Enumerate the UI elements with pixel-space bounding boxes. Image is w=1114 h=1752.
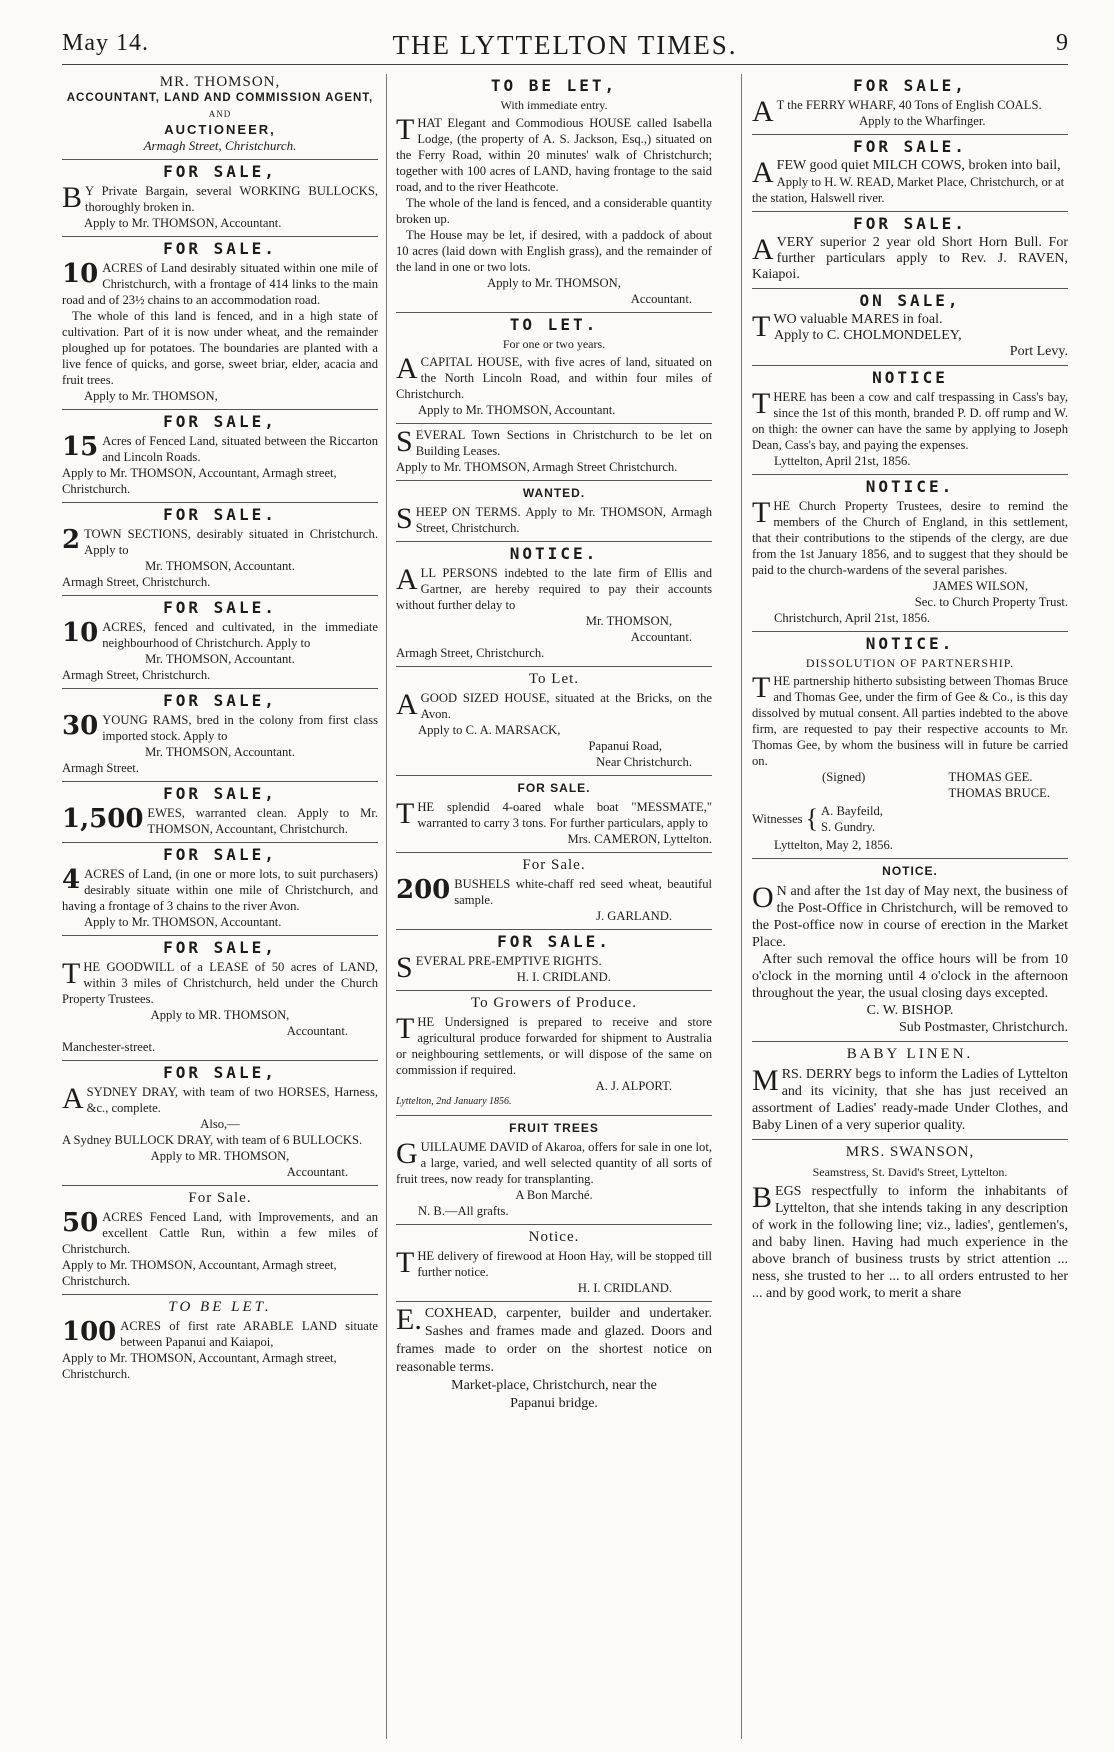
ad-apply: Apply to Mr. THOMSON, Accountant, Armagh street, Christchurch. [62,1351,337,1381]
ad-heading: FOR SALE. [517,781,591,795]
ad-heading: NOTICE. [882,864,938,878]
ad-line: Papanui Road, [588,739,662,753]
ad-body-2: The whole of the land is fenced, and a considerable quantity broken up. [396,196,712,226]
ad-notice-trespass [752,370,1068,475]
ad-body: TOWN SECTIONS, desirably situated in Christchurch. Apply to [84,527,378,557]
ad-body: ON and after the 1st day of May next, the business of the Post-Office in Christchurch, will be removed to the Post-office now in course of erection in the Market Place. [752,881,1068,950]
ad-line: Accountant. [630,292,692,306]
ad-body: SEVERAL Town Sections in Christchurch to be let on Building Leases. [396,425,712,458]
ad-body: THE Undersigned is prepared to receive and store agricultural produce forwarded for shipment to Australia or neighbouring settlements, or will dispose of the same on commission if required. [396,1012,712,1077]
ad-body: Acres of Fenced Land, situated between the Riccarton and Lincoln Roads. [102,434,378,464]
ad-line: Sub Postmaster, Christchurch. [899,1020,1068,1035]
ad-young-rams [62,693,378,782]
ad-body-2: The whole of this land is fenced, and in a high state of cultivation. Part of it is now under wheat, and the remainder ploughed up for potatoes. The boundaries are planted with a live fence of quicks, and gorse, sweet briar, elder, acacia and fruit trees. [62,309,378,387]
ad-body: ALL PERSONS indebted to the late firm of Ellis and Gartner, are hereby required to pay their accounts without further delay to [396,563,712,612]
ad-heading: FOR SALE. [163,239,277,258]
ad-body: MRS. DERRY begs to inform the Ladies of Lyttelton and its vicinity, that she has just received an assortment of Ladies' ready-made Under Clothes, and Baby Linen of a very superior quality. [752,1064,1068,1133]
ad-line: Sec. to Church Property Trust. [914,595,1068,609]
page-number: 9 [1056,30,1068,56]
ad-apply: Apply to Mr. THOMSON, Accountant. [84,915,282,929]
ad-heading: To Let. [528,671,580,687]
ad-body: THAT Elegant and Commodious HOUSE called Isabella Lodge, (the property of A. S. Jackson, Esq.,) situated on the Ferry Road, within 20 minutes' walk of Christchurch; together with 100 acres of LAND, having frontage to the said road, and to the river Heathcote. [396,113,712,194]
ad-apply: Apply to Mr. THOMSON, Accountant. [418,403,616,417]
brace-glyph: { [805,804,819,833]
ad-body: SEVERAL PRE-EMPTIVE RIGHTS. [396,951,602,984]
ad-line: Apply to C. CHOLMONDELEY, [774,328,962,343]
column-rule [741,74,742,1739]
column-rule [386,74,387,1739]
ad-apply: Apply to Mr. THOMSON, Accountant. [84,216,282,230]
newspaper-title: THE LYTTELTON TIMES. [392,30,738,60]
ad-10-acres-cultivated [62,600,378,689]
ad-line: Apply to C. A. MARSACK, [418,723,561,737]
ad-heading: ON SALE, [859,291,961,310]
ad-heading: For Sale. [522,857,586,873]
ad-body: THE Church Property Trustees, desire to remind the members of the Church of England, in this settlement, that their contributions to the stipends of the clergy, are due from the 1st January 1856, and to suggest that they should be paid to the church-wardens of the several parishes. [752,496,1068,577]
ad-line: A. J. ALPORT. [595,1079,672,1093]
ad-apply: Apply to Mr. THOMSON, Armagh Street Christchurch. [396,460,678,474]
ad-sheep-wanted [396,485,712,542]
ad-body-3: The House may be let, if desired, with a paddock of about 10 acres (laid down with English grass), and the remainder of the land in one or two lots. [396,228,712,274]
ad-100-acres [62,1299,378,1387]
ad-line: Mr. THOMSON, [585,614,672,628]
ad-milch-cows [752,139,1068,212]
ad-body: BY Private Bargain, several WORKING BULLOCKS, thoroughly broken in. [62,181,378,214]
ad-number: 15 [62,432,99,462]
ad-body: THE delivery of firewood at Hoon Hay, will be stopped till further notice. [396,1246,712,1279]
ad-sydney-dray [62,1065,378,1186]
ad-number: 100 [62,1317,117,1347]
ad-firewood-notice [396,1229,712,1302]
ad-heading: FOR SALE, [163,845,277,864]
ad-heading: FOR SALE, [163,162,277,181]
ad-heading: FOR SALE. [497,932,611,951]
ad-short-horn-bull [752,216,1068,289]
ad-coxhead [396,1305,712,1418]
ad-notice-ellis-gartner [396,546,712,667]
ad-pre-emptive-rights [396,934,712,991]
ad-body: BUSHELS white-chaff red seed wheat, beautiful sample. [454,877,712,907]
ad-heading: TO LET. [509,315,599,334]
ad-body: EWES, warranted clean. Apply to Mr. THOMSON, Accountant, Christchurch. [147,806,378,836]
ad-heading: FOR SALE, [163,938,277,957]
ad-body: AVERY superior 2 year old Short Horn Bull. For further particulars apply to Rev. J. RAVEN, Kaiapoi. [752,233,1068,282]
ad-heading: Notice. [528,1229,580,1245]
ad-subheading: DISSOLUTION OF PARTNERSHIP. [805,656,1015,670]
ad-apply: Apply to Mr. THOMSON, [487,276,621,290]
ad-fruit-trees [396,1120,712,1225]
ad-line: C. W. BISHOP. [866,1003,954,1018]
ad-bullocks [62,164,378,237]
ad-number: 30 [62,711,99,741]
ad-heading: NOTICE. [509,544,599,563]
ad-mares [752,293,1068,366]
signed-label: (Signed) [822,770,866,784]
ad-line: Apply to the Wharfinger. [859,114,986,128]
ad-line: Armagh Street, Christchurch. [62,575,211,589]
ad-heading: FOR SALE. [163,598,277,617]
ad-line: Apply to MR. THOMSON, [150,1008,290,1022]
ad-body: ACRES of Land, (in one or more lots, to suit purchasers) desirably situate within one mile of Christchurch, and having a frontage of 3 chains to the river Avon. [62,867,378,913]
ad-line: H. I. CRIDLAND. [577,1281,672,1295]
ad-seed-wheat [396,857,712,930]
masthead [62,24,1068,65]
ad-heading: NOTICE. [865,634,955,653]
column-2 [396,74,712,1744]
ad-subheading: With immediate entry. [500,98,608,112]
ad-4-acres [62,847,378,936]
ad-body: THERE has been a cow and calf trespassing in Cass's bay, since the 1st of this month, branded P. D. off rump and W. on thigh: the owner can have the same by applying to Joseph Dean, Cass's bay, and paying the expenses. [752,387,1068,452]
ad-body: SHEEP ON TERMS. Apply to Mr. THOMSON, Armagh Street, Christchurch. [396,502,712,535]
advertiser-name: MR. THOMSON, [159,74,281,90]
ad-dateline: Lyttelton, April 21st, 1856. [774,454,911,468]
ad-line: Mr. THOMSON, Accountant. [145,559,295,573]
ad-heading: TO BE LET. [168,1299,272,1315]
ad-heading: MRS. SWANSON, [845,1144,975,1160]
ad-line: Armagh Street, Christchurch. [62,668,211,682]
ad-number: 2 [62,525,81,555]
ad-heading: NOTICE [872,368,948,387]
ad-line: H. I. CRIDLAND. [516,970,611,984]
ad-body: THE splendid 4-oared whale boat "MESSMATE," warranted to carry 3 tons. For further particulars, apply to [396,797,712,830]
ad-15-acres [62,414,378,503]
ad-goodwill-lease [62,940,378,1061]
ad-line: Accountant. [630,630,692,644]
ad-dateline: Lyttelton, May 2, 1856. [774,838,893,852]
ad-body: BEGS respectfully to inform the inhabitants of Lyttelton, that she intends taking in any description of work in the following line; viz., ladies', gentlemen's, and baby linen. Having had much experience in the above branch of business trusts by strict attention ... ness, she trusted to her ... to all orders entrusted to her ... and by good work, to merit a share [752,1181,1068,1301]
ad-line: Mrs. CAMERON, Lyttelton. [567,832,712,846]
advertiser-address: Armagh Street, Christchurch. [143,138,297,153]
ad-subheading: Seamstress, St. David's Street, Lyttelton. [812,1165,1008,1179]
ad-heading: FOR SALE. [163,505,277,524]
witness-2: S. Gundry. [821,820,876,834]
ad-heading: FOR SALE, [163,1063,277,1082]
ad-apply: Apply to Mr. THOMSON, [84,389,218,403]
ad-line: Port Levy. [1009,344,1068,359]
ad-number: 50 [62,1208,99,1238]
ad-number: 10 [62,259,99,289]
ad-body: YOUNG RAMS, bred in the colony from first class imported stock. Apply to [102,713,378,743]
ad-town-sections [62,507,378,596]
ad-line: Armagh Street. [62,761,139,775]
ad-line: Papanui bridge. [510,1396,598,1411]
ad-10-acres [62,241,378,410]
ad-ewes [62,786,378,843]
advertiser-role-2: AUCTIONEER, [164,122,276,137]
ad-line: Market-place, Christchurch, near the [451,1378,657,1393]
ad-town-sections-lease [396,427,712,481]
ad-body: ASYDNEY DRAY, with team of two HORSES, Harness, &c., complete. [62,1082,378,1115]
witnesses-label: Witnesses [752,812,803,826]
ad-subheading: For one or two years. [502,337,606,351]
ad-signature: JAMES WILSON, [933,579,1028,593]
ad-line: J. GARLAND. [596,909,672,923]
ad-apply: Apply to Mr. THOMSON, Accountant, Armagh street, Christchurch. [62,466,337,496]
ad-body-2: After such removal the office hours will be from 10 o'clock in the morning until 4 o'clock in the afternoon throughout the year, the usual closing days excepted. [752,952,1068,1001]
ad-heading: BABY LINEN. [846,1046,974,1062]
ad-line: Mr. THOMSON, Accountant. [145,745,295,759]
ad-body: THE GOODWILL of a LEASE of 50 acres of LAND, within 3 miles of Christchurch, held under the Church Property Trustees. [62,957,378,1006]
ad-line: Apply to MR. THOMSON, [150,1149,290,1163]
ad-capital-house [396,317,712,424]
ad-apply: Apply to Mr. THOMSON, Accountant, Armagh street, Christchurch. [62,1258,337,1288]
ad-good-sized-house [396,671,712,776]
ad-heading: FOR SALE, [163,784,277,803]
ad-whale-boat [396,780,712,853]
issue-date: May 14. [62,30,149,56]
ad-heading: FOR SALE, [163,691,277,710]
ad-line: A Bon Marché. [515,1188,593,1202]
ad-dateline: Christchurch, April 21st, 1856. [774,611,931,625]
signatory-1: THOMAS GEE. [948,770,1033,784]
ad-body: ACAPITAL HOUSE, with five acres of land, situated on the North Lincoln Road, and within four miles of Christchurch. [396,352,712,401]
column-1 [62,74,378,1744]
signatory-2: THOMAS BRUCE. [948,786,1050,800]
ad-body: AGOOD SIZED HOUSE, situated at the Bricks, on the Avon. [396,688,712,721]
ad-heading: TO BE LET, [490,76,618,95]
ad-number: 10 [62,618,99,648]
ad-heading: FOR SALE, [853,76,967,95]
ad-heading: WANTED. [522,486,586,500]
ad-post-office-notice [752,863,1068,1042]
ad-heading: FOR SALE. [853,137,967,156]
ad-line: Armagh Street, Christchurch. [396,646,545,660]
ad-line: Manchester-street. [62,1040,156,1054]
ad-body: ACRES of Land desirably situated within one mile of Christchurch, with a frontage of 414 links to the main road and of 23½ chains to an accommodation road. [62,261,378,307]
ad-number: 200 [396,875,451,905]
ad-line: Also,— [200,1117,240,1131]
ad-number: 4 [62,865,81,895]
ad-body: ACRES, fenced and cultivated, in the immediate neighbourhood of Christchurch. Apply to [102,620,378,650]
ad-dateline: Lyttelton, 2nd January 1856. [396,1096,512,1107]
ad-body: ACRES of first rate ARABLE LAND situate between Papanui and Kaiapoi, [120,1319,378,1349]
ad-body: AFEW good quiet MILCH COWS, broken into bail, [752,156,1061,189]
ad-number: 1,500 [62,804,144,834]
ad-line: Mr. THOMSON, Accountant. [145,652,295,666]
ad-body: GUILLAUME DAVID of Akaroa, offers for sale in one lot, a large, varied, and well selected quantity of all sorts of fruit trees, now ready for transplanting. [396,1137,712,1186]
ad-heading: FOR SALE, [163,412,277,431]
ad-line: A Sydney BULLOCK DRAY, with team of 6 BULLOCKS. [62,1133,363,1147]
ad-baby-linen [752,1046,1068,1140]
ad-line: Accountant. [286,1165,348,1179]
ad-mrs-swanson [752,1144,1068,1307]
ad-dissolution-partnership [752,636,1068,859]
ad-50-acres [62,1190,378,1295]
ad-heading: For Sale. [188,1190,252,1206]
ad-body: TWO valuable MARES in foal. [752,310,943,343]
advertiser-role: ACCOUNTANT, LAND AND COMMISSION AGENT, [66,92,374,104]
ad-growers-produce [396,995,712,1116]
ad-heading: FRUIT TREES [509,1121,599,1135]
ad-line: N. B.—All grafts. [418,1204,509,1218]
column-3 [752,74,1068,1744]
ad-line: Near Christchurch. [596,755,692,769]
ad-body: AT the FERRY WHARF, 40 Tons of English COALS. [752,95,1042,128]
witness-1: A. Bayfeild, [821,804,883,818]
ad-heading: NOTICE. [865,477,955,496]
ad-body: ACRES Fenced Land, with Improvements, and an excellent Cattle Run, within a few miles of Christchurch. [62,1210,378,1256]
ad-notice-church-trustees [752,479,1068,632]
ad-body: THE partnership hitherto subsisting between Thomas Bruce and Thomas Gee, under the firm of Gee & Co., is this day dissolved by mutual consent. All parties indebted to the above firm, are requested to pay their respective accounts to Mr. Thomas Gee, by whom the business will in future be carried on. [752,671,1068,768]
ad-heading: FOR SALE. [853,214,967,233]
ad-line: Apply to H. W. READ, Market Place, Christchurch, or at the station, Halswell river. [752,175,1065,205]
ad-line: Accountant. [286,1024,348,1038]
ad-heading: To Growers of Produce. [471,995,637,1011]
ad-body: E.COXHEAD, carpenter, builder and undertaker. Sashes and frames made and glazed. Doors and frames made to order on the shortest notice on reasonable terms. [396,1303,712,1375]
ad-thomson-header [62,74,378,160]
ad-isabella-lodge [396,78,712,313]
ad-coals [752,78,1068,135]
connector-text: AND [208,109,232,119]
